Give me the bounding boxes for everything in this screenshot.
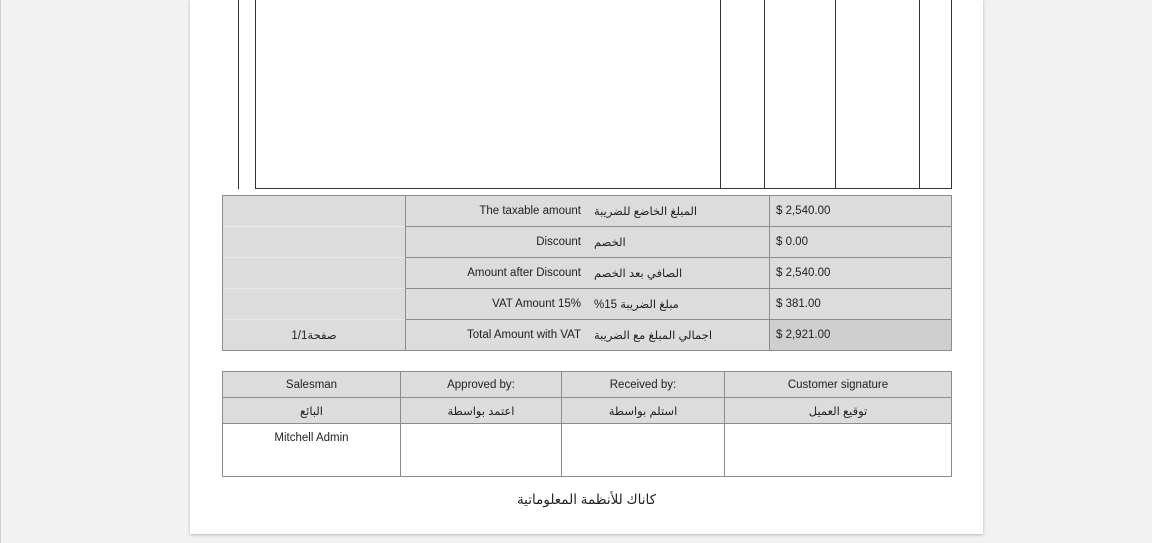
- totals-label-en: VAT Amount 15%: [492, 298, 581, 310]
- approved-by-value: [401, 424, 562, 477]
- totals-row: [223, 289, 952, 320]
- totals-label-en: Total Amount with VAT: [467, 329, 581, 341]
- totals-left-block: [223, 258, 406, 289]
- received-by-value: [562, 424, 725, 477]
- grand-total-value: $ 2,921.00: [770, 320, 952, 351]
- signature-header: Received by:: [562, 372, 725, 398]
- signature-header: Customer signature: [725, 372, 952, 398]
- signature-header-ar: استلم بواسطة: [562, 398, 725, 424]
- totals-table: [222, 195, 952, 351]
- totals-label-ar: المبلغ الخاضع للضريبة: [594, 206, 698, 218]
- lines-quantity-column: [721, 0, 765, 189]
- totals-label-en: Discount: [536, 236, 581, 248]
- customer-signature-value: [725, 424, 952, 477]
- totals-value: $ 0.00: [770, 227, 952, 258]
- totals-left-block: [223, 196, 406, 227]
- signature-header-en-row: [223, 372, 952, 398]
- lines-tax-column: [920, 0, 952, 189]
- signature-table: [222, 371, 952, 477]
- totals-label-ar: اجمالي المبلغ مع الضريبة: [594, 330, 713, 342]
- totals-label: [406, 227, 770, 258]
- totals-label-en: The taxable amount: [479, 205, 581, 217]
- totals-left-block: [223, 289, 406, 320]
- signature-header-ar: البائع: [223, 398, 401, 424]
- signature-header-ar: توقيع العميل: [725, 398, 952, 424]
- invoice-lines-table: [238, 0, 952, 189]
- totals-label: [406, 289, 770, 320]
- totals-row: [223, 196, 952, 227]
- totals-label: [406, 196, 770, 227]
- lines-description-column: [256, 0, 721, 189]
- totals-value: $ 2,540.00: [770, 196, 952, 227]
- totals-value: $ 381.00: [770, 289, 952, 320]
- signature-header-ar-row: [223, 398, 952, 424]
- lines-amount-column: [836, 0, 920, 189]
- totals-label-ar: الخصم: [594, 237, 626, 249]
- signature-header-ar: اعتمد بواسطة: [401, 398, 562, 424]
- company-name-footer: كاناك للأنظمة المعلوماتية: [516, 492, 657, 507]
- invoice-page: [190, 0, 983, 534]
- lines-table-edge: [239, 0, 256, 189]
- signature-header: Approved by:: [401, 372, 562, 398]
- totals-left-block: [223, 227, 406, 258]
- totals-label-ar: الصافي بعد الخصم: [594, 268, 683, 280]
- signature-values-row: [223, 424, 952, 477]
- totals-row: [223, 258, 952, 289]
- totals-label: [406, 258, 770, 289]
- totals-value: $ 2,540.00: [770, 258, 952, 289]
- totals-row: [223, 320, 952, 351]
- totals-label: [406, 320, 770, 351]
- page-indicator: صفحة1/1: [223, 320, 406, 351]
- salesman-name: Mitchell Admin: [223, 424, 401, 477]
- totals-label-ar: مبلغ الضريبة 15%: [594, 299, 679, 311]
- signature-header: Salesman: [223, 372, 401, 398]
- totals-row: [223, 227, 952, 258]
- totals-label-en: Amount after Discount: [467, 267, 581, 279]
- lines-price-column: [765, 0, 836, 189]
